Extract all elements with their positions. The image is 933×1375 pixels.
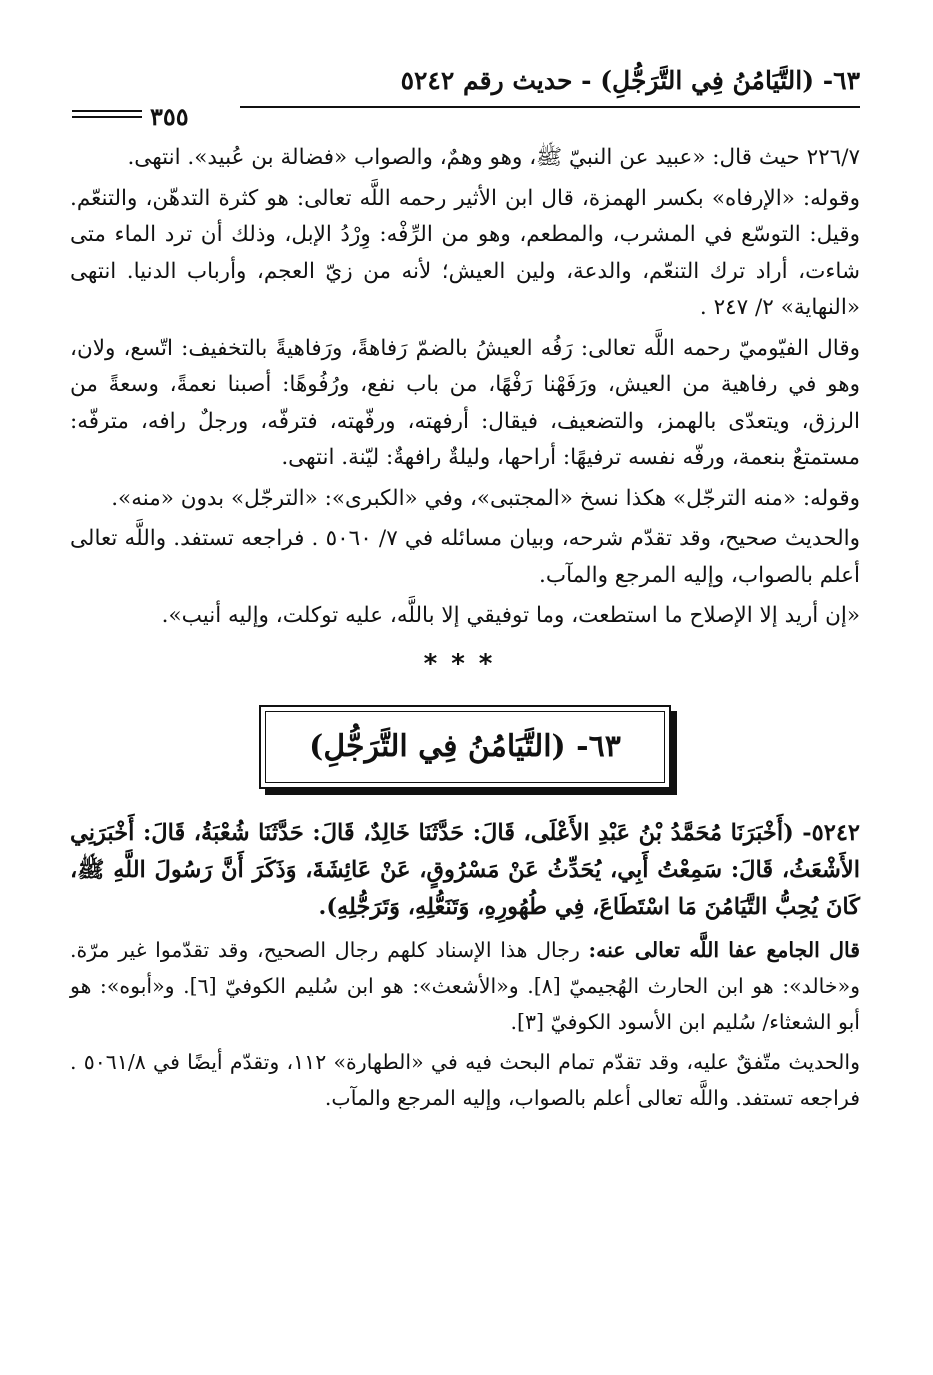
paragraph-2: وقوله: «الإرفاه» بكسر الهمزة، قال ابن الأثير رحمه اللَّه تعالى: هو كثرة التدهّن، والتنعّم. وقيل: التوسّع في المشرب، والمطعم، وهو من الرِّفْه: وِرْدُ الإبل، وذلك أن ترد الماء متى شاءت، أراد ترك التنعّم، والدعة، ولين العيش؛ لأنه من زيّ العجم، وأرباب الدنيا. انتهى «النهاية» ٢/ ٢٤٧ .: [70, 185, 860, 320]
commentary-body: رجال هذا الإسناد كلهم رجال الصحيح، وقد تقدّموا غير مرّة. و«خالد»: هو ابن الحارث الهُجيميّ [٨]. و«الأشعث»: هو ابن سُليم الكوفيّ [٦]. و«أبوه»: هو أبو الشعثاء/ سُليم ابن الأسود الكوفيّ [٣].: [70, 937, 861, 1034]
commentary-paragraph-2: والحديث متّفقٌ عليه، وقد تقدّم تمام البحث فيه في «الطهارة» ١١٢، وتقدّم أيضًا في ٥٠٦١/٨ . فراجعه تستفد. واللَّه تعالى أعلم بالصواب، وإليه المرجع والمآب.: [70, 1049, 860, 1110]
page-number-block: [70, 102, 240, 131]
paragraph-4: وقوله: «منه الترجّل» هكذا نسخ «المجتبى»، وفي «الكبرى»: «الترجّل» بدون «منه».: [111, 485, 860, 511]
hadith-text: ٥٢٤٢- (أَخْبَرَنَا مُحَمَّدُ بْنُ عَبْدِ الأَعْلَى، قَالَ: حَدَّثَنَا خَالِدٌ، قَالَ: حَدَّثَنَا شُعْبَةُ، قَالَ: أَخْبَرَنِي الأَشْعَثُ، قَالَ: سَمِعْتُ أَبِي، يُحَدِّثُ عَنْ مَسْرُوقٍ، عَنْ عَائِشَةَ، وَذَكَرَ أَنَّ رَسُولَ اللَّهِ ﷺ، كَانَ يُحِبُّ التَّيَامُنَ مَا اسْتَطَاعَ، فِي طُهُورِهِ، وَتَنَعُّلِهِ، وَتَرَجُّلِهِ).: [70, 819, 860, 920]
page-number: ٣٥٥: [150, 102, 189, 131]
page-body: [70, 140, 860, 1116]
commentary-paragraph-1: [70, 932, 860, 1040]
chapter-heading-box: [259, 705, 671, 789]
paragraph-5: والحديث صحيح، وقد تقدّم شرحه، وبيان مسائله في ٧/ ٥٠٦٠ . فراجعه تستفد. واللَّه تعالى أعلم بالصواب، وإليه المرجع والمآب.: [70, 526, 861, 588]
paragraph-1: ٢٢٦/٧ حيث قال: «عبيد عن النبيّ ﷺ، وهو وهمٌ، والصواب «فضالة بن عُبيد». انتهى.: [127, 145, 860, 170]
running-title: ٦٣- (التَّيَامُنُ فِي التَّرَجُّلِ) - حديث رقم ٥٢٤٢: [400, 66, 860, 95]
paragraph-6: «إن أريد إلا الإصلاح ما استطعت، وما توفيقي إلا باللَّه، عليه توكلت، وإليه أنيب».: [161, 603, 860, 628]
commentary-lead: قال الجامع عفا اللَّه تعالى عنه:: [588, 937, 861, 962]
document-page: [70, 50, 860, 1340]
chapter-title: ٦٣- (التَّيَامُنُ فِي التَّرَجُّلِ): [265, 711, 665, 783]
header-rule: [240, 106, 860, 108]
section-separator-stars: ***: [423, 648, 507, 679]
page-number-rules: [72, 110, 142, 122]
paragraph-3: وقال الفيّوميّ رحمه اللَّه تعالى: رَفُه العيشُ بالضمّ رَفاهةً، ورَفاهيةً بالتخفيف: اتّسع، ولان، وهو في رفاهية من العيش، ورَفَهْنا رَفْهًا، من باب نفع، ورُفُوهًا: أصبنا نعمةً، وسعةً من الرزق، ويتعدّى بالهمز، والتضعيف، فيقال: أرفهته، ورفّهته، فترفّه، ورجلٌ رافه، مترفّه: مستمتعٌ بنعمة، ورفّه نفسه ترفيهًا: أراحها، وليلةٌ رافهةٌ: ليّنة. انتهى.: [70, 335, 860, 470]
running-header: [70, 66, 860, 131]
